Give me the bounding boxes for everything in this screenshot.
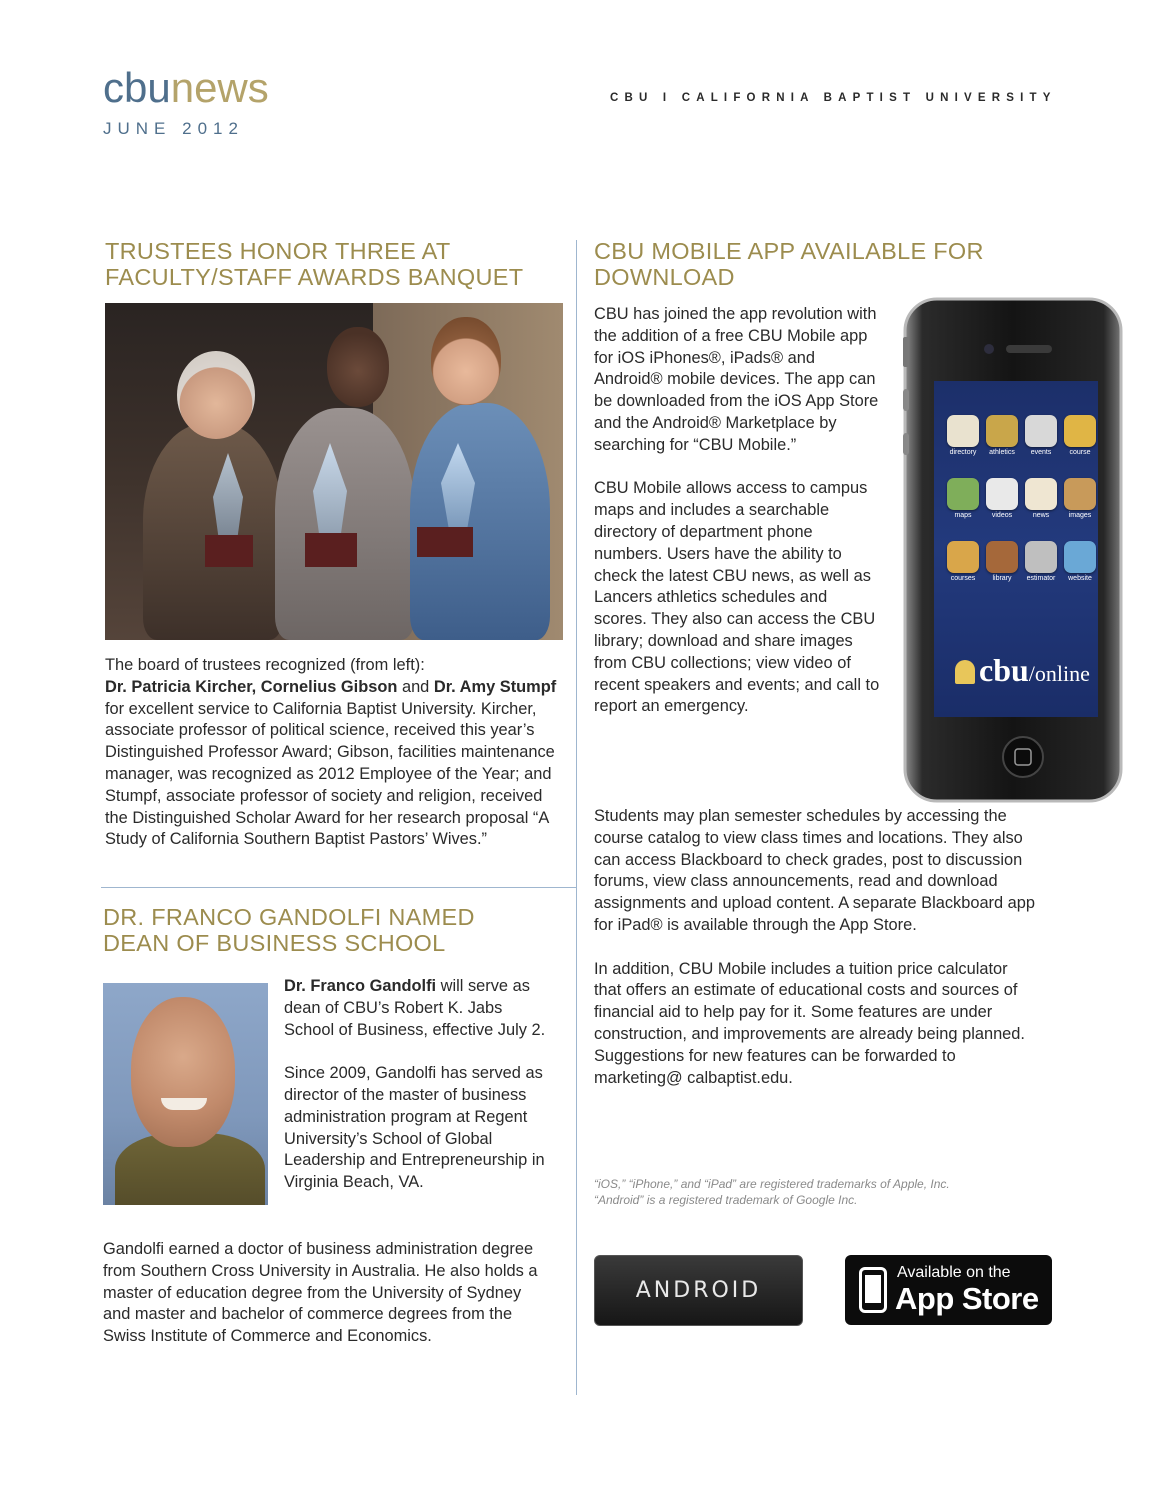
column-divider bbox=[576, 240, 577, 1395]
article2-body-side bbox=[284, 976, 556, 1216]
gandolfi-headshot bbox=[103, 983, 268, 1205]
trophy-base-right bbox=[417, 527, 473, 557]
app-label-estimator: estimator bbox=[1026, 575, 1056, 582]
iphone-outline-screen bbox=[865, 1275, 881, 1303]
figure-center-head bbox=[327, 327, 389, 407]
app-label-athletics: athletics bbox=[989, 449, 1015, 456]
app-store-badge-top: Available on the bbox=[897, 1264, 1011, 1281]
trademark-note bbox=[594, 1176, 1054, 1208]
athletics-icon bbox=[986, 415, 1018, 447]
trademark-note-apple: “iOS,” “iPhone,” and “iPad” are registered trademarks of Apple, Inc. bbox=[594, 1177, 950, 1191]
article1-and: and bbox=[401, 677, 430, 696]
app-tile-events bbox=[1023, 415, 1059, 456]
app-tile-news bbox=[1023, 478, 1059, 519]
article3-body-wide bbox=[594, 806, 1039, 1111]
iphone-image bbox=[903, 297, 1123, 803]
article2-headline-line2: DEAN OF BUSINESS SCHOOL bbox=[103, 930, 446, 956]
article3-headline-line2: DOWNLOAD bbox=[594, 264, 735, 290]
app-grid bbox=[945, 415, 1095, 582]
article3-body-narrow bbox=[594, 304, 884, 740]
app-label-courses: courses bbox=[950, 575, 976, 582]
android-badge[interactable] bbox=[594, 1255, 803, 1326]
article2-p2: Since 2009, Gandolfi has served as director of the master of business administration program at Regent University’s School of Global Leadership and Entrepreneurship in Virginia Beach, VA. bbox=[284, 1064, 545, 1192]
university-name: CBU I CALIFORNIA BAPTIST UNIVERSITY bbox=[610, 92, 1057, 104]
masthead bbox=[103, 62, 269, 114]
article2-p3: Gandolfi earned a doctor of business administration degree from Southern Cross University in Australia. He also holds a master of education degree from the University of Sydney and master and bachelor of commerce degrees from the Swiss Institute of Commerce and Economics. bbox=[103, 1240, 538, 1346]
videos-icon bbox=[986, 478, 1018, 510]
article1-headline-line1: TRUSTEES HONOR THREE AT bbox=[105, 238, 451, 264]
headshot-smile bbox=[161, 1098, 207, 1110]
article1-names-1: Dr. Patricia Kircher, Cornelius Gibson bbox=[105, 677, 398, 696]
article1-headline bbox=[105, 238, 575, 290]
phone-camera bbox=[984, 344, 994, 354]
events-icon bbox=[1025, 415, 1057, 447]
android-badge-label: ANDROID bbox=[635, 1278, 762, 1303]
library-icon bbox=[986, 541, 1018, 573]
trademark-note-google: “Android” is a registered trademark of Google Inc. bbox=[594, 1193, 858, 1207]
app-tile-website bbox=[1062, 541, 1098, 582]
article3-p2: CBU Mobile allows access to campus maps and includes a searchable directory of department phone numbers. Users have the ability to check the latest CBU news, as well as Lancers athletics schedules and scores. They also can access the CBU library; download and share images from CBU collections; view video of recent speakers and events; and call to report an emergency. bbox=[594, 479, 880, 716]
article3-headline-line1: CBU MOBILE APP AVAILABLE FOR bbox=[594, 238, 984, 264]
images-icon bbox=[1064, 478, 1096, 510]
article2-body-bottom bbox=[103, 1239, 553, 1370]
maps-icon bbox=[947, 478, 979, 510]
trophy-base-left bbox=[205, 535, 253, 567]
app-label-website: website bbox=[1068, 575, 1092, 582]
article3-p3: Students may plan semester schedules by accessing the course catalog to view class times and locations. They also can access Blackboard to check grades, post to discussion forums, view class announcements, read and download assignments and upload content. A separate Blackboard app for iPad® is available through the App Store. bbox=[594, 807, 1036, 934]
app-tile-directory bbox=[945, 415, 981, 456]
app-store-badge-main: App Store bbox=[895, 1281, 1039, 1316]
app-tile-images bbox=[1062, 478, 1098, 519]
directory-icon bbox=[947, 415, 979, 447]
course-icon bbox=[1064, 415, 1096, 447]
awards-photo bbox=[105, 303, 563, 640]
app-label-library: library bbox=[992, 575, 1012, 582]
app-label-maps: maps bbox=[954, 512, 972, 519]
article1-text: for excellent service to California Baptist University. Kircher, associate professor of political science, received this year’s Distinguished Professor Award; Gibson, facilities maintenance manager, was recognized as 2012 Employee of the Year; and Stumpf, associate professor of society and religion, received the Distinguished Scholar Award for her research proposal “A Study of California Southern Baptist Pastors’ Wives.” bbox=[105, 699, 555, 849]
website-icon bbox=[1064, 541, 1096, 573]
article1-headline-line2: FACULTY/STAFF AWARDS BANQUET bbox=[105, 264, 524, 290]
headshot-face bbox=[131, 997, 235, 1147]
figure-right bbox=[410, 403, 550, 640]
figure-left-head bbox=[177, 351, 255, 439]
article2-headline bbox=[103, 904, 573, 956]
cbu-tower-icon bbox=[955, 660, 975, 684]
article3-headline bbox=[594, 238, 1064, 290]
app-label-videos: videos bbox=[991, 512, 1013, 519]
app-tile-library bbox=[984, 541, 1020, 582]
phone-speaker bbox=[1006, 345, 1052, 353]
article1-intro: The board of trustees recognized (from left): bbox=[105, 656, 425, 674]
iphone-outline-icon bbox=[859, 1267, 887, 1313]
app-tile-estimator bbox=[1023, 541, 1059, 582]
article1-names-2: Dr. Amy Stumpf bbox=[433, 677, 557, 696]
masthead-news: news bbox=[170, 64, 269, 111]
news-icon bbox=[1025, 478, 1057, 510]
cbu-online-brand-b: /online bbox=[1028, 661, 1090, 686]
app-grid-inner bbox=[945, 415, 1095, 582]
app-tile-maps bbox=[945, 478, 981, 519]
courses-icon bbox=[947, 541, 979, 573]
article3-p4: In addition, CBU Mobile includes a tuition price calculator that offers an estimate of educational costs and sources of financial aid to help pay for it. Some features are under construction, and improvements are already being planned. Suggestions for new features can be forwarded to marketing@ calbaptist.edu. bbox=[594, 959, 1025, 1087]
app-label-images: images bbox=[1068, 512, 1092, 519]
cbu-online-brand-a: cbu bbox=[979, 652, 1029, 688]
issue-date: JUNE 2012 bbox=[103, 119, 244, 138]
cbu-online-logo bbox=[955, 652, 1090, 689]
app-tile-videos bbox=[984, 478, 1020, 519]
article3-p1: CBU has joined the app revolution with the addition of a free CBU Mobile app for iOS iPhones®, iPads® and Android® mobile devices. The app can be downloaded from the iOS App Store and the Android® Marketplace by searching for “CBU Mobile.” bbox=[594, 305, 879, 454]
figure-right-head bbox=[431, 317, 501, 405]
masthead-cbu: cbu bbox=[103, 64, 171, 111]
app-label-events: events bbox=[1030, 449, 1052, 456]
article1-body bbox=[105, 655, 560, 851]
article-divider bbox=[101, 887, 577, 888]
app-store-badge[interactable] bbox=[845, 1255, 1052, 1325]
figure-center bbox=[275, 408, 415, 640]
app-label-course: course bbox=[1069, 449, 1091, 456]
phone-mute-switch bbox=[903, 337, 909, 367]
app-tile-course bbox=[1062, 415, 1098, 456]
app-tile-courses bbox=[945, 541, 981, 582]
article2-headline-line1: DR. FRANCO GANDOLFI NAMED bbox=[103, 904, 475, 930]
app-label-news: news bbox=[1032, 512, 1050, 519]
phone-volume-up bbox=[903, 389, 909, 411]
phone-home-button bbox=[1003, 737, 1043, 777]
estimator-icon bbox=[1025, 541, 1057, 573]
app-tile-athletics bbox=[984, 415, 1020, 456]
article2-p1: will serve as dean of CBU’s Robert K. Jabs School of Business, effective July 2. bbox=[284, 977, 546, 1039]
article2-name: Dr. Franco Gandolfi bbox=[284, 977, 437, 995]
app-label-directory: directory bbox=[949, 449, 977, 456]
trophy-base-center bbox=[305, 533, 357, 567]
figure-left bbox=[143, 423, 283, 640]
phone-volume-down bbox=[903, 433, 909, 455]
